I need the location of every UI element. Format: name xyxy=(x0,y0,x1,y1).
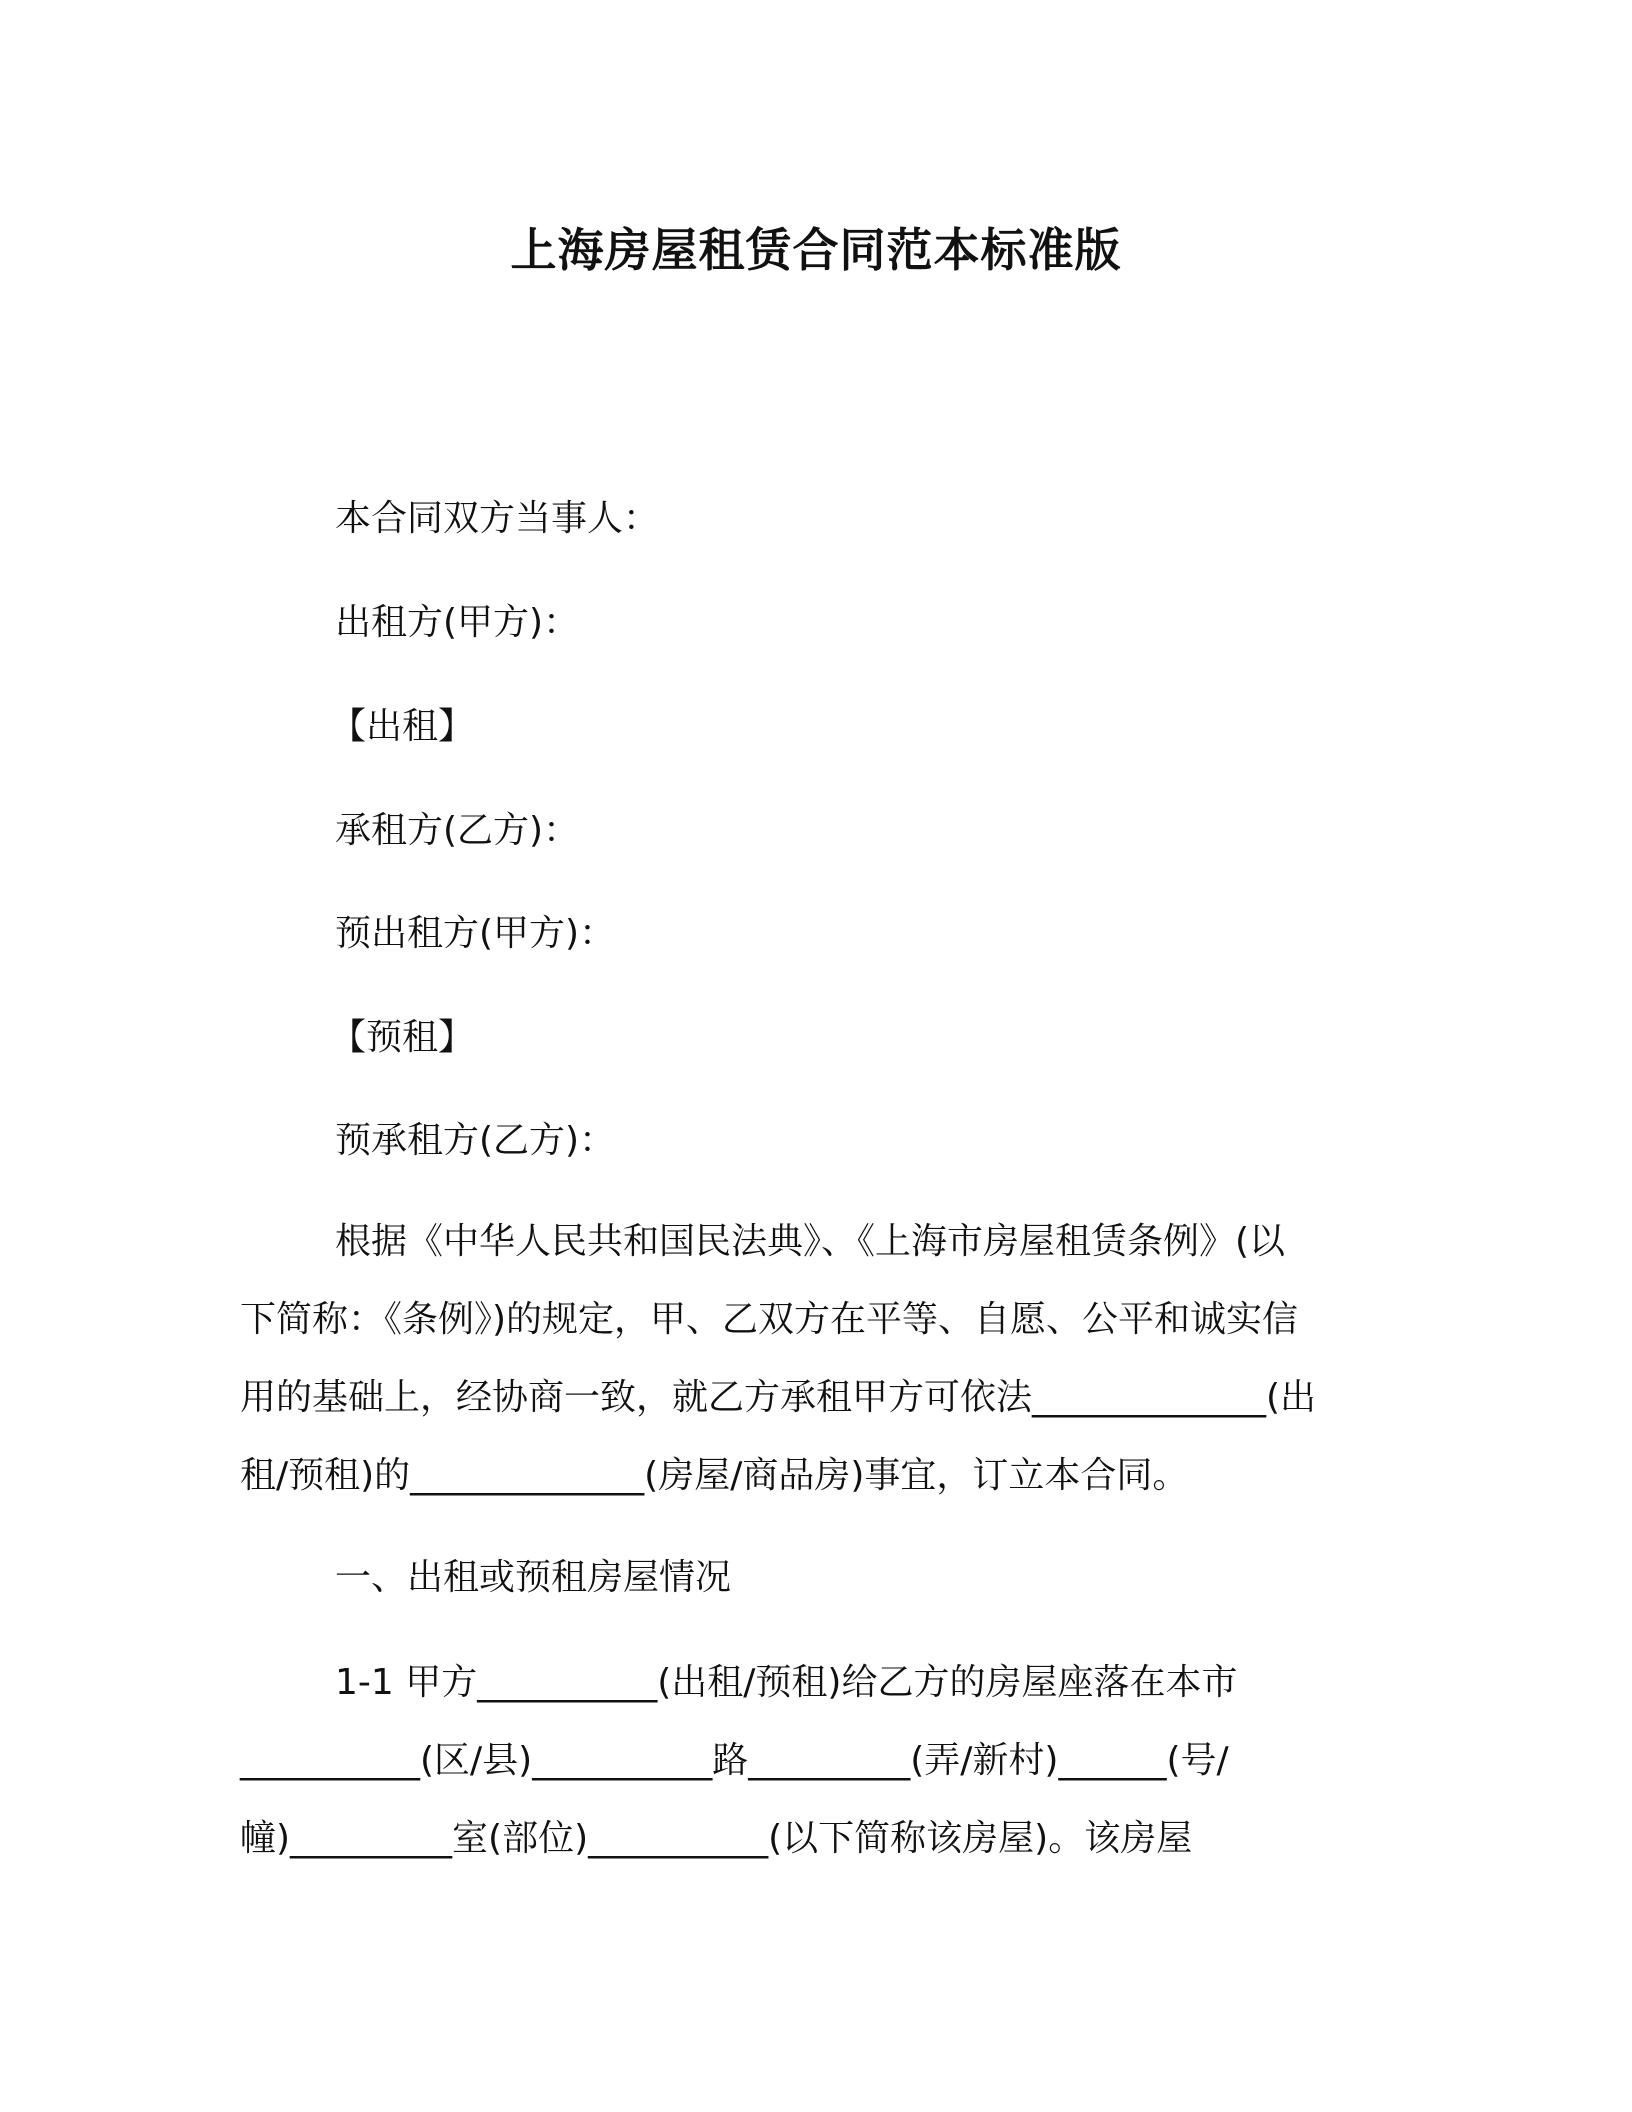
lease-tag: 【出租】 xyxy=(330,706,475,747)
clause-row: 1-1 甲方__________(出租/预租)给乙方的房屋座落在本市 xyxy=(335,1662,1238,1703)
basis-paragraph-row: 租/预租)的_____________(房屋/商品房)事宜，订立本合同。 xyxy=(240,1455,1189,1496)
clause-row: __________(区/县)__________路_________(弄/新村)______(号/ xyxy=(240,1740,1229,1781)
basis-paragraph-row: 根据《中华人民共和国民法典》、《上海市房屋租赁条例》(以 xyxy=(335,1221,1286,1262)
basis-paragraph-row: 用的基础上，经协商一致，就乙方承租甲方可依法_____________(出 xyxy=(240,1377,1317,1418)
clause-row: 幢)_________室(部位)__________(以下简称该房屋)。该房屋 xyxy=(240,1818,1193,1859)
pre-lease-tag: 【预租】 xyxy=(330,1017,475,1058)
basis-paragraph-row: 下简称：《条例》)的规定，甲、乙双方在平等、自愿、公平和诚实信 xyxy=(240,1299,1299,1340)
parties-line: 本合同双方当事人： xyxy=(335,498,660,539)
lessor-line: 出租方(甲方)： xyxy=(335,602,580,643)
pre-lessor-line: 预出租方(甲方)： xyxy=(335,913,616,954)
document-title: 上海房屋租赁合同范本标准版 xyxy=(510,223,1122,277)
lessee-line: 承租方(乙方)： xyxy=(335,810,580,851)
pre-lessee-line: 预承租方(乙方)： xyxy=(335,1120,616,1161)
section-heading: 一、出租或预租房屋情况 xyxy=(335,1557,732,1598)
basis-paragraph xyxy=(240,1203,1380,1515)
clause-1-1 xyxy=(240,1644,1380,1878)
